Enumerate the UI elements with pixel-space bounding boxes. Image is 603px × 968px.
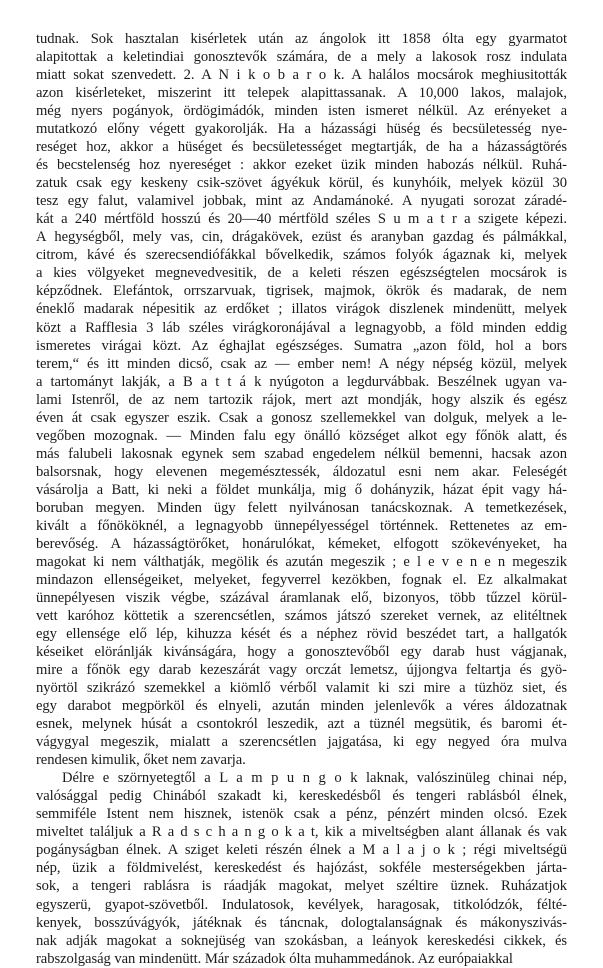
text-line: mindazon ellenségeiket, melyeket, fegyverrel kezökben, fognak el. Ez alkalmakat [36, 571, 567, 588]
text-line: boruban megyen. Minden ügy felett nyilvánosan tanácskoznak. A temetkezések, [36, 499, 567, 516]
text-line: kát a 240 mértföld hosszú és 20—40 mértföld széles S u m a t r a szigete képezi. [36, 211, 567, 228]
text-line: más falubeli lakosnak egynek sem szabad engedelem nélkül bemenni, hacsak azon [36, 445, 567, 462]
paragraph [36, 769, 567, 967]
text-line: egy darabot megpörköl és elnyeli, azután minden jelenlevők a véres áldozatnak [36, 698, 567, 715]
paragraph [36, 30, 567, 769]
text-line: A hegységből, mely vas, cin, drágakövek, ezüst és aranyban gazdag és pálmákkal, [36, 229, 567, 246]
page-text [36, 30, 567, 968]
text-line: rabszolgaság van mindenütt. Már századok ólta muhammedánok. Az európaiakkal [36, 950, 513, 967]
text-line: kivált a főnököknél, a legnagyobb ünnepélyességel történnek. Rettenetes az em- [36, 517, 567, 534]
text-line: vásárolja a Batt, ki neki a földet munkálja, mig ő dohányzik, házat épit vagy há- [36, 481, 567, 498]
text-line: Délre e szörnyetegtől a L a m p u n g o k laknak, valószinüleg chinai nép, [62, 770, 567, 787]
text-line: zatuk csak egy keskeny csik-szövet ágyékuk körül, és kunyhóik, melyek közül 30 [36, 175, 567, 192]
text-line: ünnepélyesen viszik végbe, százával áramlanak elő, bizonyos, több tűzzel körül- [36, 589, 567, 606]
text-line: balsorsnak, hogy elevenen megemésztessék, áldozatul esni nem akar. Feleségét [36, 463, 567, 480]
text-line: azon kisérleteket, miszerint itt telepek alapittassanak. A 10,000 lakos, malajok, [36, 85, 567, 102]
text-line: vegőben mozognak. — Minden falu egy önálló községet alkot egy főnök alatt, és [36, 427, 567, 444]
text-line: berevőség. A házasságtörőket, honárulókat, kémeket, elfogott szökevényeket, ha [36, 535, 567, 552]
text-line: egy ellensége elő lép, kihuzza kését és a néphez rövid beszédet tart, a hallgatók [36, 626, 567, 643]
text-line: tesz egy falut, valamivel jobbak, mint az Andamánoké. A nyugati sorozat záradé- [36, 193, 567, 210]
text-line: mire a főnök egy darab kezeszárát vagy orczát lemetsz, újjongva feltartja és gyö- [36, 662, 567, 679]
text-line: alapitottak a keletindiai gonosztevők számára, de a mely a lakosok rosz indulata [36, 49, 567, 66]
text-line: pogányságban élnek. A sziget keleti részén élnek a M a l a j o k ; régi miveltségü [36, 842, 567, 859]
text-line: tudnak. Sok hasztalan kisérletek után az ángolok itt 1858 ólta egy gyarmatot [36, 31, 567, 47]
text-line: miveltet találjuk a R a d s c h a n g o k a t, kik a miveltségben alant állanak és vak [36, 824, 567, 841]
text-line: reséget hoz, akkor a hüséget és becsületességet megtartják, de ha a házasságtörés [36, 139, 567, 156]
text-line: kenyek, bosszúvágyók, játéknak és táncnak, dologtalanságnak és mákonyszivás- [36, 914, 567, 931]
text-line: lami Istenről, de az nem tartozik rájok, mert azt mondják, hogy alszik és egész [36, 391, 567, 408]
text-line: rendesen kimulik, őket nem zavarja. [36, 752, 246, 769]
text-line: ismeretes virágai közt. Az éghajlat egészséges. Sumatra „azon föld, hol a bors [36, 337, 567, 354]
text-line: nép, üzik a földmivelést, kereskedést és hajózást, sokféle mesterségekben járta- [36, 860, 567, 877]
text-line: citrom, kávé és szerecsendiófákkal bővelkedik, számos folyók ágaznak ki, melyek [36, 247, 567, 264]
text-line: egyszerü, gyapot-szövetből. Indulatosok, kevélyek, haragosak, titkolódzók, félté- [36, 896, 567, 913]
text-line: mutatkozó előny végett gyakorolják. Ha a házassági hüség és becsületesség nye- [36, 121, 567, 138]
text-line: közt a Rafflesia 3 láb széles virágkoronájával a legnagyobb, a föld minden eddig [36, 319, 567, 336]
text-line: éven át csak egyszer eszik. Csak a gonosz szellemekkel van dolguk, melyek a le- [36, 409, 567, 426]
text-line: terem,“ és itt minden dicső, csak az — ember nem! A négy népség közül, melyek [36, 355, 567, 372]
text-line: esnek, melynek húsát a csontokról leszedik, azt a tüznél megsütik, és baromi ét- [36, 716, 567, 733]
text-line: valósággal pedig Chinából szakadt ki, kereskedésből és tengeri rablásból élnek, [36, 788, 567, 805]
text-line: semmiféle Istent nem hisznek, istenök csak a pénz, pénzért minden olcsó. Ezek [36, 806, 567, 823]
text-line: vett karóhoz köttetik a szerencsétlen, számos játszó szereket vernek, az elitéltnek [36, 608, 567, 624]
text-line: nak adják magokat a soknejüség van szokásban, a leányok kereskedési cikkek, és [36, 932, 567, 949]
text-line: a kies völgyeket megnevedvesitik, de a keleti részen egészségtelen mocsárok is [36, 265, 567, 282]
text-line: még nyers pogányok, ördögimádók, minden isten ismeret nélkül. Az erényeket a [36, 103, 567, 120]
text-line: és becstelenség hoz nyereséget : akkor ezeket üzik minden habozás nélkül. Ruhá- [36, 157, 567, 174]
text-line: képződnek. Elefántok, orrszarvuak, tigrisek, majmok, ökrök és madarak, de nem [36, 283, 567, 300]
text-line: magokat ki nem válthatják, megölik és azután megeszik ; e l e v e n e n megeszik [36, 553, 567, 570]
text-line: a tartományt lakják, a B a t t á k nyúgoton a legdurvábbak. Beszélnek ugyan va- [36, 373, 567, 390]
text-line: sok, a tengeri rablásra is ráadják magokat, melyet széltire üznek. Ruházatjok [36, 878, 567, 895]
text-line: éneklő madarak népesitik az erdőket ; illatos virágok diszlenek mindenütt, melyek [36, 301, 567, 318]
text-line: miatt sokat szenvedett. 2. A N i k o b a r o k. A halálos mocsárok meghiusitották [36, 67, 567, 84]
text-line: nyörtöl szikrázó szemekkel a kiömlő vérből valamit ki szi mire a tüzhöz siet, és [36, 680, 567, 697]
text-line: vágygyal megeszik, mialatt a szerencsétlen jajgatása, ki egy negyed óra mulva [36, 734, 567, 751]
text-line: késeiket elöránlják kivánságára, hogy a gonosztevőből egy darab hust vágjanak, [36, 644, 567, 661]
